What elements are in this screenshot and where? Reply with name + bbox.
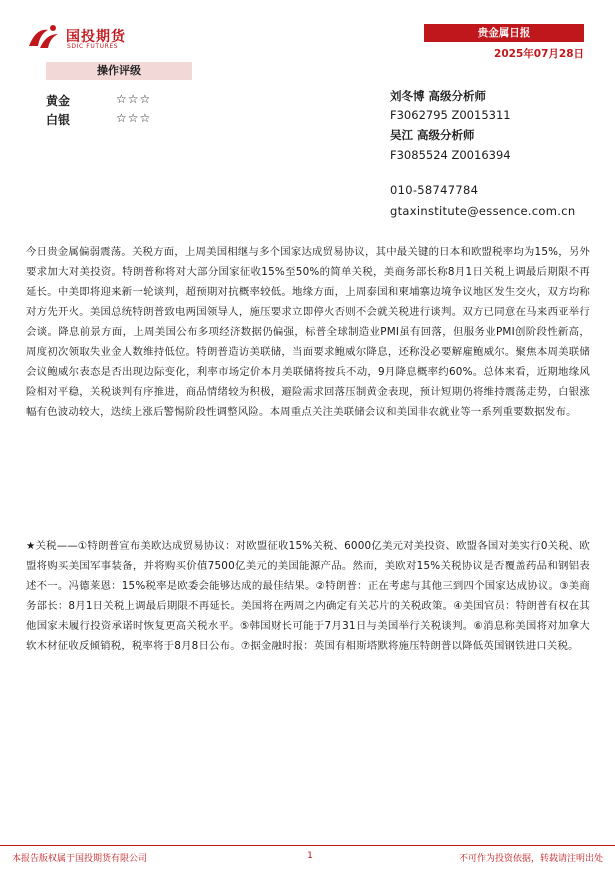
contact-email[interactable]: gtaxinstitute@essence.com.cn: [390, 204, 576, 218]
brand-name-cn: 国投期货: [66, 29, 126, 45]
contact-phone: 010-58747784: [390, 183, 479, 197]
rating-title: 操作评级: [46, 62, 192, 80]
brand-name-en: SDIC FUTURES: [67, 43, 119, 50]
rating-stars: ☆☆☆: [116, 92, 152, 106]
report-date: 2025年07月28日: [494, 48, 584, 60]
rating-stars: ☆☆☆: [116, 111, 152, 125]
analyst-name: 刘冬博 高级分析师: [390, 89, 487, 103]
brand-logo: [26, 24, 176, 54]
analyst-id: F3085524 Z0016394: [390, 148, 511, 162]
tariff-news: ★关税——①特朗普宣布美欧达成贸易协议：对欧盟征收15%关税、6000亿美元对美投资、欧盟各国对美实行0关税、欧盟将购买美国军事装备，并将购买价值7500亿美元的美国能源产品。然而，美欧对15%关税协议是否覆盖药品和钢铝表述不一。冯德莱恩：15%税率是欧委会能够达成的最佳结果。②特朗普：正在考虑与其他三到四个国家达成协议。③美商务部长：8月1日关税上调最后期限不再延长。美国将在两周之内确定有关芯片的关税政策。④美国官员：特朗普有权在其他国家未履行投资承诺时恢复更高关税水平。⑤韩国财长可能于7月31日与美国举行关税谈判。⑥消息称美国将对加拿大软木材征收反倾销税，税率将于8月8日公布。⑦据金融时报：英国有相斯塔默将施压特朗普以降低英国钢铁进口关税。: [26, 540, 590, 652]
rating-label: 黄金: [46, 94, 71, 108]
sdic-logo-icon: [26, 24, 60, 52]
footer-copyright: 本报告版权属于国投期货有限公司: [12, 854, 148, 864]
market-summary: 今日贵金属偏弱震荡。关税方面，上周美国相继与多个国家达成贸易协议，其中最关键的日本和欧盟税率均为15%，另外要求加大对美投资。特朗普称将对大部分国家征收15%至50%的简单关税，美商务部长称8月1日关税上调最后期限不再延长。中美即将迎来新一轮谈判，超预期对抗概率较低。地缘方面，上周泰国和柬埔寨边境争议地区发生交火，双方均称对方先开火。美国总统特朗普致电两国领导人，施压要求立即停火否则不会就关税进行谈判。双方已同意在马来西亚举行会谈。降息前景方面，上周美国公布多项经济数据仍偏强，标普全球制造业PMI虽有回落，但服务业PMI创阶段性新高，周度初次领取失业金人数维持低位。特朗普造访美联储，当面要求鲍威尔降息，还称没必要解雇鲍威尔。聚焦本周美联储会议鲍威尔表态是否出现边际变化，利率市场定价本月美联储将按兵不动，9月降息概率约60%。总体来看，近期地缘风险相对平稳，关税谈判有序推进，商品情绪较为积极，避险需求回落压制黄金表现，预计短期仍将维持震荡走势，白银涨幅有色波动较大，迭续上涨后警惕阶段性调整风险。本周重点关注美联储会议和美国非农就业等一系列重要数据发布。: [26, 246, 590, 418]
analyst-name: 吴江 高级分析师: [390, 128, 475, 142]
page-number: 1: [307, 851, 313, 861]
analyst-id: F3062795 Z0015311: [390, 108, 511, 122]
footer-divider: [0, 845, 615, 846]
report-title-badge: 贵金属日报: [424, 24, 584, 42]
rating-label: 白银: [46, 113, 71, 127]
footer-disclaimer: 不可作为投资依据，转载请注明出处: [458, 854, 603, 864]
